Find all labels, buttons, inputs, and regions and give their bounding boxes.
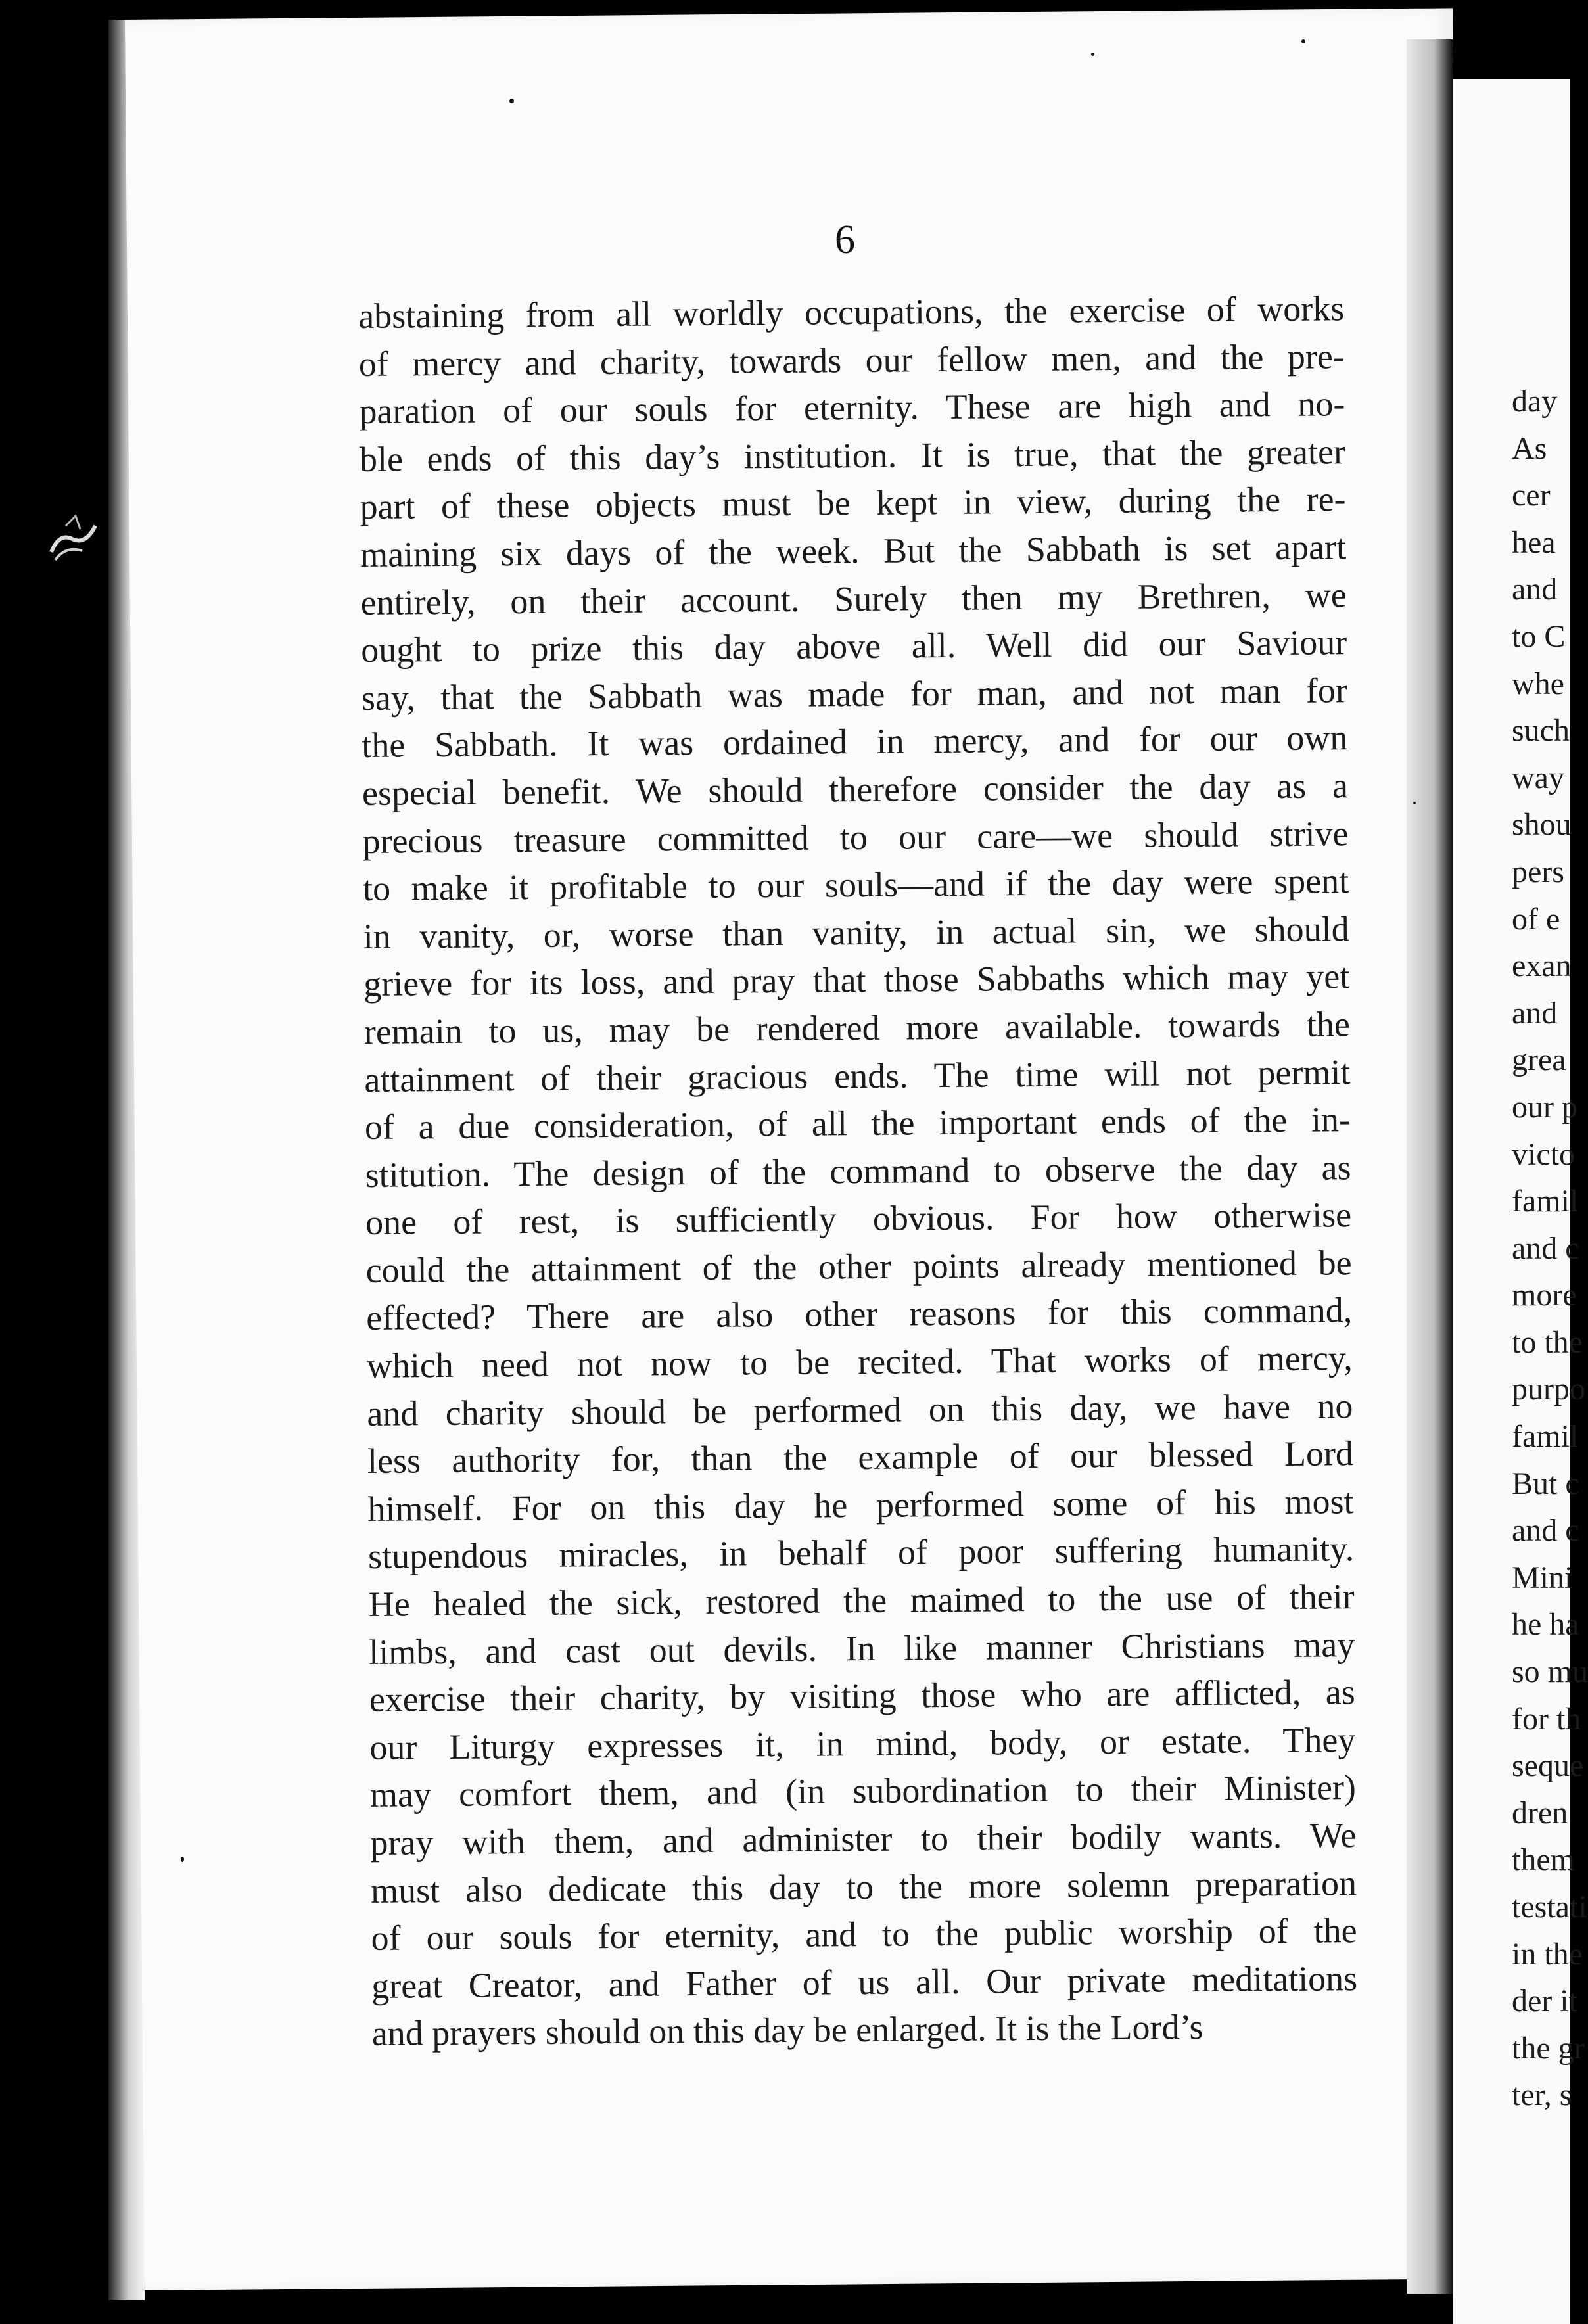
text-line: stitution. The design of the command to observe the day as [365, 1147, 1351, 1195]
page-number: 6 [835, 218, 855, 262]
text-line: abstaining from all worldly occupations, the exercise of works [358, 289, 1345, 336]
next-page-fragment: cer [1512, 478, 1551, 513]
next-page-fragment: in the [1512, 1936, 1583, 1972]
next-page-fragment: As [1512, 430, 1547, 466]
text-line: entirely, on their account. Surely then my Brethren, we [360, 574, 1347, 622]
next-page-fragment: and [1512, 572, 1558, 607]
text-line: of mercy and charity, towards our fellow men, and the pre- [358, 336, 1345, 384]
text-line: may comfort them, and (in subordination to their Minister) [369, 1767, 1357, 1815]
text-line: and prayers should on this day be enlarged. It is the Lord’s [371, 2007, 1203, 2054]
text-line: especial benefit. We should therefore consider the day as a [362, 766, 1349, 813]
text-line: attainment of their gracious ends. The time will not permit [364, 1052, 1351, 1100]
text-line: pray with them, and administer to their bodily wants. We [370, 1815, 1357, 1863]
next-page-fragment: so mu [1512, 1654, 1588, 1690]
text-line: which need not now to be recited. That works of mercy, [366, 1338, 1353, 1386]
text-line: grieve for its loss, and pray that those Sabbaths which may yet [363, 956, 1350, 1004]
next-page-fragment: purpo [1512, 1372, 1585, 1407]
text-line: say, that the Sabbath was made for man, and not man for [361, 670, 1348, 718]
text-line: to make it profitable to our souls—and if the day were spent [362, 861, 1349, 909]
next-page-fragment: of e [1512, 901, 1560, 937]
next-page-fragment: day [1512, 384, 1558, 419]
next-page-text-fragments [1512, 378, 1588, 2119]
next-page-fragment: grea [1512, 1042, 1566, 1078]
next-page-fragment: der it [1512, 1984, 1577, 2019]
main-text-block [358, 285, 1358, 2058]
margin-mark-icon [46, 513, 105, 565]
next-page-fragment: such [1512, 713, 1570, 749]
text-line: remain to us, may be rendered more available. towards the [363, 1004, 1351, 1052]
text-line: part of these objects must be kept in view, during the re- [360, 479, 1346, 527]
text-line: paration of our souls for eternity. These are high and no- [359, 384, 1345, 432]
text-line: one of rest, is sufficiently obvious. For how otherwise [365, 1195, 1352, 1243]
text-line: must also dedicate this day to the more solemn preparation [370, 1863, 1357, 1911]
text-line: stupendous miracles, in behalf of poor suffering humanity. [367, 1529, 1355, 1577]
text-line: precious treasure committed to our care—we should strive [362, 813, 1349, 861]
text-line: effected? There are also other reasons for this command, [366, 1290, 1353, 1338]
text-line: He healed the sick, restored the maimed to the use of their [368, 1577, 1355, 1624]
text-line: ble ends of this day’s institution. It is true, that the greater [359, 431, 1346, 479]
book-gutter [1407, 39, 1453, 2294]
next-page-fragment: he ha [1512, 1607, 1579, 1642]
text-line: could the attainment of the other points already mentioned be [365, 1243, 1352, 1290]
text-line: less authority for, than the example of our blessed Lord [367, 1433, 1354, 1481]
next-page-fragment: Mini [1512, 1560, 1574, 1595]
text-line: maining six days of the week. But the Sabbath is set apart [360, 527, 1347, 574]
text-line: limbs, and cast out devils. In like manner Christians may [369, 1624, 1355, 1672]
text-line: the Sabbath. It was ordained in mercy, and for our own [362, 718, 1348, 766]
text-line: in vanity, or, worse than vanity, in actual sin, we should [363, 908, 1349, 956]
next-page-fragment: famil [1512, 1419, 1579, 1454]
next-page-fragment: more [1512, 1278, 1577, 1313]
next-page-fragment: hea [1512, 524, 1556, 560]
next-page-fragment: to the [1512, 1324, 1583, 1360]
text-line: exercise their charity, by visiting those who are afflicted, as [369, 1672, 1356, 1720]
text-line: great Creator, and Father of us all. Our private meditations [371, 1958, 1358, 2006]
next-page-fragment: victo [1512, 1136, 1575, 1172]
next-page-fragment: way [1512, 760, 1564, 795]
next-page-fragment: dren [1512, 1795, 1568, 1830]
next-page-fragment: pers [1512, 854, 1564, 889]
next-page-fragment: ter, s [1512, 2078, 1572, 2113]
next-page-fragment: for th [1512, 1701, 1581, 1736]
next-page-fragment: and [1512, 995, 1558, 1031]
text-line: our Liturgy expresses it, in mind, body, or estate. They [369, 1719, 1356, 1767]
text-line: and charity should be performed on this day, we have no [367, 1385, 1353, 1433]
next-page-fragment: whe [1512, 666, 1564, 701]
next-page-fragment: testati [1512, 1890, 1587, 1924]
next-page-fragment: exan [1512, 948, 1572, 984]
next-page-fragment: seque [1512, 1748, 1584, 1784]
text-line: of a due consideration, of all the important ends of the in- [364, 1100, 1351, 1148]
text-line: of our souls for eternity, and to the public worship of the [371, 1911, 1357, 1959]
next-page-fragment: famil [1512, 1184, 1579, 1219]
next-page-fragment: our p [1512, 1089, 1577, 1125]
next-page-fragment: to C [1512, 618, 1566, 654]
next-page-fragment: But c [1512, 1466, 1579, 1501]
next-page-fragment: and c [1512, 1513, 1579, 1548]
next-page-fragment: and c [1512, 1230, 1579, 1266]
next-page-fragment: the gr [1512, 2030, 1585, 2066]
next-page-fragment: shou [1512, 807, 1572, 843]
text-line: himself. For on this day he performed some of his most [367, 1481, 1354, 1529]
text-line: ought to prize this day above all. Well did our Saviour [361, 622, 1347, 670]
next-page-fragment: them [1512, 1842, 1575, 1878]
